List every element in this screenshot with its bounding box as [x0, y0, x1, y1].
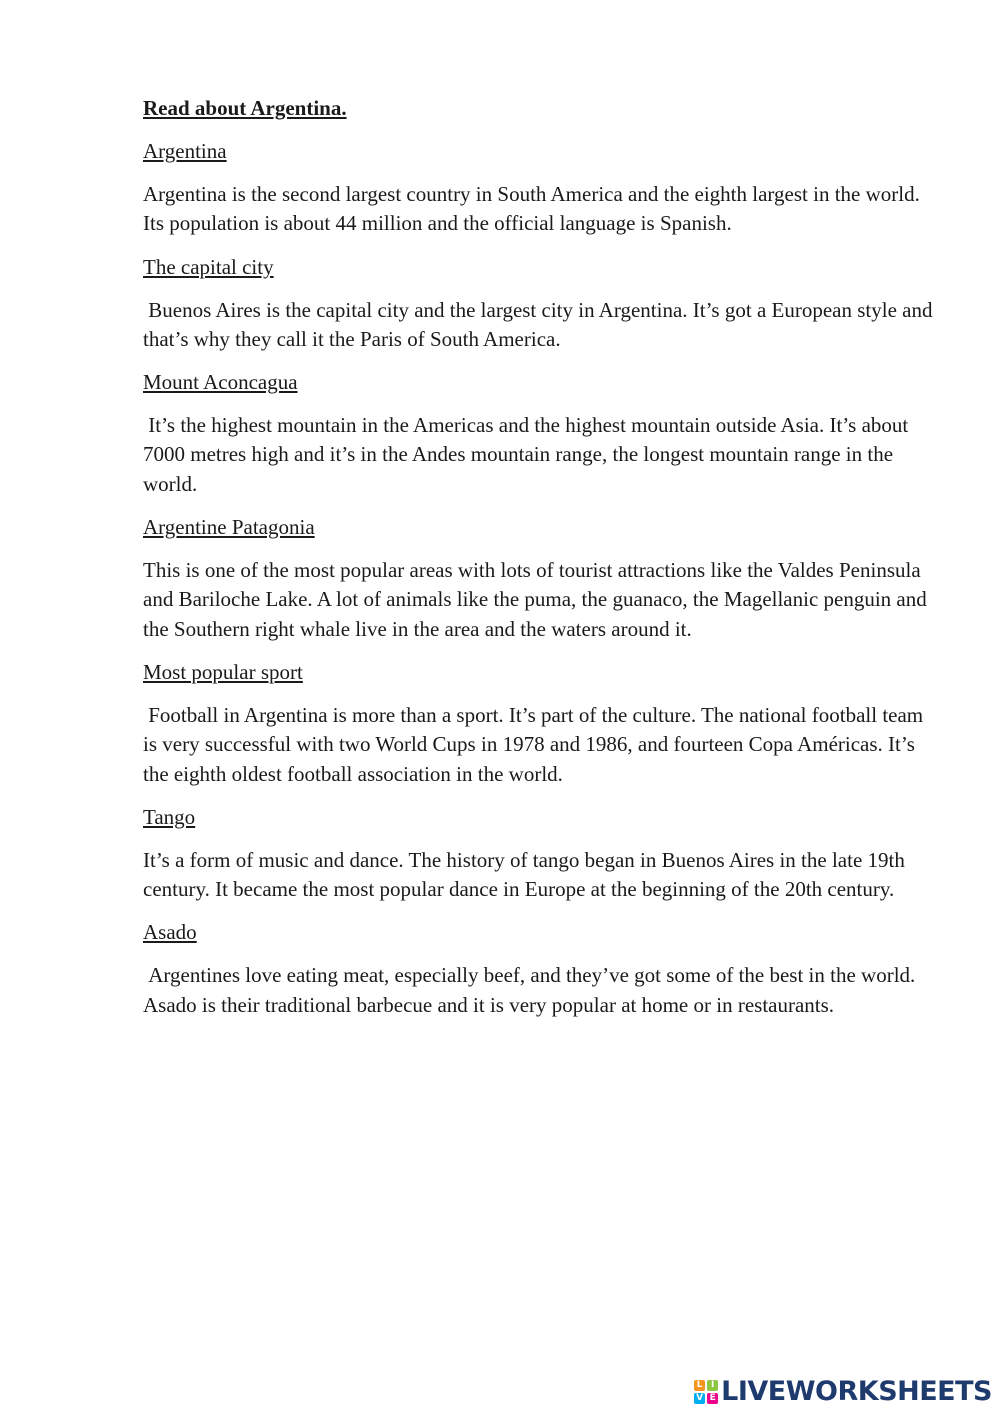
section-heading: Tango	[143, 804, 196, 829]
section-asado	[143, 918, 933, 1020]
page-title: Read about Argentina.	[143, 96, 347, 120]
liveworksheets-logo-icon	[694, 1380, 718, 1404]
section-patagonia	[143, 513, 933, 644]
section-heading: Argentine Patagonia	[143, 515, 315, 540]
section-paragraph: Argentines love eating meat, especially beef, and they’ve got some of the best in the world. Asado is their traditional barbecue and it is very popular at home or in restaurants.	[143, 963, 916, 1017]
liveworksheets-wordmark: LIVEWORKSHEETS	[721, 1376, 992, 1407]
logo-letter-i: I	[707, 1380, 718, 1391]
liveworksheets-brand	[694, 1376, 992, 1407]
section-heading: Argentina	[143, 139, 227, 163]
section-heading: Most popular sport	[143, 659, 303, 684]
section-paragraph: It’s the highest mountain in the Americas and the highest mountain outside Asia. It’s about 7000 metres high and it’s in the Andes mountain range, the longest mountain range in the world.	[143, 413, 909, 496]
section-capital-city	[143, 253, 933, 355]
logo-letter-l: L	[694, 1380, 705, 1391]
logo-letter-e: E	[707, 1393, 718, 1404]
section-popular-sport	[143, 658, 933, 789]
section-mount-aconcagua	[143, 368, 933, 499]
worksheet-page	[143, 94, 933, 1034]
section-heading: Asado	[143, 920, 197, 945]
section-paragraph: Football in Argentina is more than a sport. It’s part of the culture. The national football team is very successful with two World Cups in 1978 and 1986, and fourteen Copa Américas. It’s the eighth oldest football association in the world.	[143, 702, 924, 786]
section-paragraph: Buenos Aires is the capital city and the largest city in Argentina. It’s got a European style and that’s why they call it the Paris of South America.	[143, 297, 933, 351]
section-paragraph: It’s a form of music and dance. The history of tango began in Buenos Aires in the late 19th century. It became the most popular dance in Europe at the beginning of the 20th century.	[143, 847, 905, 902]
section-heading: The capital city	[143, 254, 274, 279]
section-paragraph: This is one of the most popular areas with lots of tourist attractions like the Valdes Peninsula and Bariloche Lake. A lot of animals like the puma, the guanaco, the Magellanic penguin and the Southern right whale live in the area and the waters around it.	[143, 558, 927, 641]
section-argentina	[143, 137, 933, 239]
section-heading: Mount Aconcagua	[143, 370, 298, 395]
section-paragraph: Argentina is the second largest country in South America and the eighth largest in the world. Its population is about 44 million and the official language is Spanish.	[143, 182, 920, 236]
section-tango	[143, 803, 933, 905]
logo-letter-v: V	[694, 1393, 705, 1404]
